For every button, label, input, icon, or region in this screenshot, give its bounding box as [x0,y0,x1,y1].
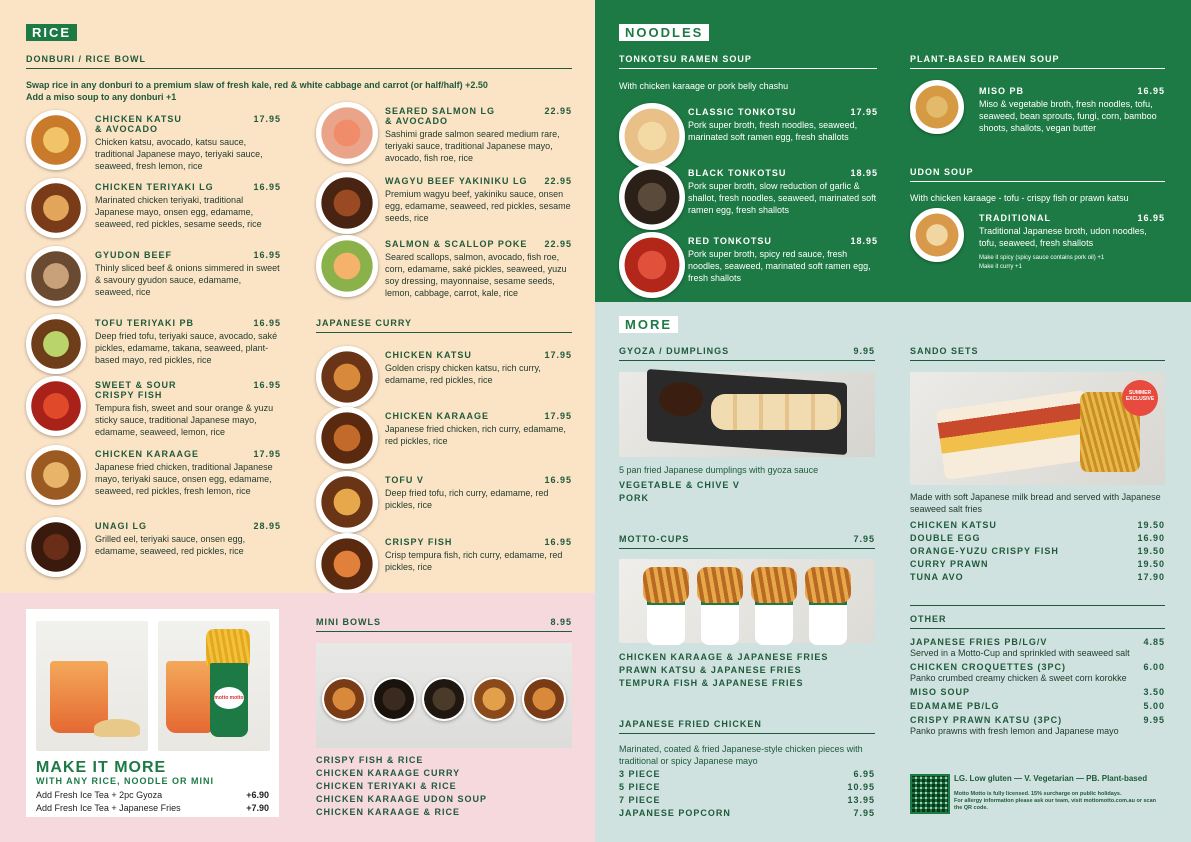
other-item-name: CHICKEN CROQUETTES (3PC) [910,662,1067,672]
rice-tag: RICE [26,24,77,41]
donburi-right-price: 22.95 [544,176,572,186]
sando-photo [910,372,1165,485]
udon-item [979,213,1165,249]
curry-name: CRISPY FISH [385,537,453,547]
donburi-right-name: SALMON & SCALLOP POKE [385,239,528,249]
tonkotsu-photo-2 [619,232,685,298]
tonkotsu-note: With chicken karaage or pork belly chashu [619,81,789,91]
curry-desc: Japanese fried chicken, rich curry, edamame, red pickles, rice [385,424,566,446]
donburi-item [95,250,281,298]
donburi-photo-4 [26,376,86,436]
other-item-price: 9.95 [1143,715,1165,725]
summer-exclusive-badge [1122,380,1158,416]
other-item-desc: Panko crumbed creamy chicken & sweet corn korokke [910,673,1127,683]
udon-desc: Traditional Japanese broth, udon noodles, tofu, seaweed, fresh shallots [979,226,1147,248]
gyoza-item: PORK [619,493,650,503]
curry-price: 17.95 [544,350,572,360]
donburi-right-item [385,239,572,299]
jfc-item-price: 10.95 [847,782,875,792]
sando-item-name: CHICKEN KATSU [910,520,997,530]
rice-panel [0,0,595,593]
curry-name: TOFU V [385,475,424,485]
tonkotsu-name: CLASSIC TONKOTSU [688,107,797,117]
curry-photo-3 [316,533,378,595]
noodles-panel [595,0,1191,302]
donburi-price: 17.95 [253,449,281,459]
sando-item-price: 17.90 [1137,572,1165,582]
gyoza-list [619,479,875,505]
donburi-price: 16.95 [253,380,281,390]
jfc-desc: Marinated, coated & fried Japanese-style chicken pieces with traditional or spicy Japanese mayo [619,744,863,766]
promo-line [36,789,269,802]
promo-subtitle: WITH ANY RICE, NOODLE OR MINI [36,776,215,786]
sando-list [910,519,1165,584]
sando-item-price: 19.50 [1137,520,1165,530]
other-item-desc: Panko prawns with fresh lemon and Japanese mayo [910,726,1119,736]
jfc-item-price: 13.95 [847,795,875,805]
sando-item-price: 16.90 [1137,533,1165,543]
promo-title: MAKE IT MORE [36,759,167,776]
curry-name: CHICKEN KATSU [385,350,472,360]
donburi-right-desc: Premium wagyu beef, yakiniku sauce, onsen egg, edamame, seaweed, red pickles, sesame seeds, rice [385,189,571,223]
sando-item-name: DOUBLE EGG [910,533,981,543]
badge-line2: EXCLUSIVE [1125,396,1155,402]
jfc-item-price: 6.95 [853,769,875,779]
cup-item: TEMPURA FISH & JAPANESE FRIES [619,678,804,688]
tonkotsu-name: BLACK TONKOTSU [688,168,787,178]
ice-tea-gyoza-photo [36,621,148,751]
donburi-photo-6 [26,517,86,577]
tonkotsu-price: 18.95 [850,168,878,178]
curry-desc: Golden crispy chicken katsu, rich curry, edamame, red pickles, rice [385,363,541,385]
donburi-name: UNAGI LG [95,521,147,531]
jfc-item-price: 7.95 [853,808,875,818]
cup-fries-0 [643,567,689,603]
miso-note: Add a miso soup to any donburi +1 [26,92,177,102]
cup-item: PRAWN KATSU & JAPANESE FRIES [619,665,802,675]
motto-cup-0 [647,599,685,645]
miso-ramen-photo [910,80,964,134]
promo-line-price: +6.90 [246,790,269,800]
miso-desc: Miso & vegetable broth, fresh noodles, tofu, seaweed, bean sprouts, fungi, corn, bamboo shoots, shallots, vegan butter [979,99,1157,133]
sando-item-name: CURRY PRAWN [910,559,989,569]
tonkotsu-name: RED TONKOTSU [688,236,772,246]
other-item [910,687,1165,698]
jfc-item [619,768,875,781]
cup-fries-2 [751,567,797,603]
mini-item: CHICKEN KARAAGE & RICE [316,807,461,817]
motto-cups-photo [619,559,875,643]
more-tag: MORE [619,316,678,333]
sando-item-price: 19.50 [1137,559,1165,569]
sando-item-name: TUNA AVO [910,572,964,582]
donburi-price: 16.95 [253,250,281,260]
curry-note: Make it curry +1 [979,264,1022,270]
donburi-photo-2 [26,246,86,306]
donburi-desc: Grilled eel, teriyaki sauce, onsen egg, edamame, seaweed, red pickles, rice [95,534,246,556]
promo-line-price: +7.90 [246,803,269,813]
gyoza-desc: 5 pan fried Japanese dumplings with gyoza sauce [619,465,819,475]
curry-item [385,350,572,386]
donburi-desc: Thinly sliced beef & onions simmered in sweet & savoury gyudon sauce, edamame, seaweed, rice [95,263,280,297]
jfc-item-name: 3 PIECE [619,769,661,779]
other-item-price: 3.50 [1143,687,1165,697]
miso-name: MISO PB [979,86,1025,96]
curry-photo-2 [316,471,378,533]
motto-cup-1 [701,599,739,645]
tonkotsu-desc: Pork super broth, slow reduction of garlic & shallot, fresh noodles, seaweed, marinated soft ramen egg, fresh shallots [688,181,877,215]
sando-item [910,545,1165,558]
motto-cup-2 [755,599,793,645]
donburi-desc: Japanese fried chicken, traditional Japanese mayo, teriyaki sauce, onsen egg, edamame, seaweed, red pickles, fresh lemon, rice [95,462,273,496]
miso-item [979,86,1165,134]
other-item-name: CRISPY PRAWN KATSU (3PC) [910,715,1063,725]
udon-note: With chicken karaage - tofu - crispy fish or prawn katsu [910,193,1129,203]
other-item-price: 6.00 [1143,662,1165,672]
motto-cup-3 [809,599,847,645]
donburi-right-item [385,106,572,164]
curry-price: 17.95 [544,411,572,421]
jfc-item-name: JAPANESE POPCORN [619,808,731,818]
donburi-name: SWEET & SOUR CRISPY FISH [95,380,177,400]
donburi-photo-3 [26,314,86,374]
donburi-item [95,182,281,230]
donburi-right-photo-0 [316,102,378,164]
donburi-item [95,114,281,172]
udon-photo [910,208,964,262]
other-header: OTHER [910,614,1165,629]
sando-item [910,571,1165,584]
jfc-item [619,794,875,807]
curry-name: CHICKEN KARAAGE [385,411,490,421]
donburi-name: TOFU TERIYAKI PB [95,318,195,328]
curry-item [385,411,572,447]
donburi-right-price: 22.95 [544,239,572,249]
gyoza-header: GYOZA / DUMPLINGS 9.95 [619,346,875,361]
badge-line1: SUMMER [1128,390,1152,396]
noodles-tag: NOODLES [619,24,709,41]
donburi-right-photo-1 [316,172,378,234]
swap-note: Swap rice in any donburi to a premium slaw of fresh kale, red & white cabbage and carrot (or half/half) +2.50 [26,80,488,90]
donburi-right-desc: Sashimi grade salmon seared medium rare, teriyaki sauce, traditional Japanese mayo, avocado, fish roe, rice [385,129,560,163]
ice-tea-fries-photo [158,621,270,751]
donburi-price: 28.95 [253,521,281,531]
donburi-right-desc: Seared scallops, salmon, avocado, fish roe, corn, edamame, saké pickles, seaweed, yuzu soy dressing, mayonnaise, sesame seeds, lemon, cabbage, carrot, kale, rice [385,252,567,298]
mini-item: CHICKEN KARAAGE UDON SOUP [316,794,488,804]
other-item-name: EDAMAME PB/LG [910,701,1000,711]
mini-item: CHICKEN KARAAGE CURRY [316,768,461,778]
promo-line-text: Add Fresh Ice Tea + 2pc Gyoza [36,790,163,800]
tonkotsu-header: TONKOTSU RAMEN SOUP [619,54,877,69]
tonkotsu-price: 17.95 [850,107,878,117]
legend: LG. Low gluten — V. Vegetarian — PB. Plant-based [954,774,1148,783]
curry-photo-1 [316,407,378,469]
sando-item [910,558,1165,571]
jfc-item [619,807,875,820]
curry-item [385,475,572,511]
mini-bowl-3 [472,677,516,721]
promo-line-text: Add Fresh Ice Tea + Japanese Fries [36,803,181,813]
sando-desc: Made with soft Japanese milk bread and served with Japanese seaweed salt fries [910,492,1161,514]
curry-photo-0 [316,346,378,408]
other-item-price: 5.00 [1143,701,1165,711]
cups-list [619,651,875,690]
curry-item [385,537,572,573]
curry-desc: Crisp tempura fish, rich curry, edamame, red pickles, rice [385,550,563,572]
footnote-1: Motto Motto is fully licensed. 15% surcharge on public holidays. [954,791,1122,797]
other-item [910,637,1165,659]
donburi-right-item [385,176,572,224]
donburi-right-name: WAGYU BEEF YAKINIKU LG [385,176,528,186]
curry-price: 16.95 [544,537,572,547]
mini-bowl-0 [322,677,366,721]
gyoza-item: VEGETABLE & CHIVE V [619,480,740,490]
jfc-list [619,768,875,820]
cup-item: CHICKEN KARAAGE & JAPANESE FRIES [619,652,829,662]
donburi-right-price: 22.95 [544,106,572,116]
donburi-desc: Marinated chicken teriyaki, traditional Japanese mayo, onsen egg, edamame, seaweed, red pickles, sesame seeds, rice [95,195,262,229]
donburi-right-name: SEARED SALMON LG & AVOCADO [385,106,496,126]
gyoza-photo [619,372,875,457]
other-item-name: JAPANESE FRIES PB/LG/V [910,637,1048,647]
other-item-name: MISO SOUP [910,687,971,697]
udon-price: 16.95 [1137,213,1165,223]
donburi-item [95,318,281,366]
cup-logo: motto motto [214,687,244,709]
donburi-name: CHICKEN KATSU & AVOCADO [95,114,182,134]
plant-header: PLANT-BASED RAMEN SOUP [910,54,1165,69]
other-item [910,701,1165,712]
tonkotsu-item [688,168,878,216]
donburi-photo-1 [26,178,86,238]
donburi-desc: Chicken katsu, avocado, katsu sauce, traditional Japanese mayo, teriyaki sauce, seaweed, fresh lemon, rice [95,137,263,171]
mini-header: MINI BOWLS 8.95 [316,617,572,632]
qr-code[interactable] [910,774,950,814]
donburi-name: GYUDON BEEF [95,250,173,260]
tonkotsu-photo-0 [619,103,685,169]
spicy-note: Make it spicy (spicy sauce contains pork oil) +1 [979,255,1105,261]
donburi-item [95,449,281,497]
donburi-desc: Tempura fish, sweet and sour orange & yuzu sticky sauce, traditional Japanese mayo, edamame, seaweed, lemon, rice [95,403,274,437]
sando-item-price: 19.50 [1137,546,1165,556]
promo-card [26,609,279,817]
miso-price: 16.95 [1137,86,1165,96]
mini-item: CHICKEN TERIYAKI & RICE [316,781,457,791]
other-item [910,715,1165,737]
sando-item [910,532,1165,545]
tonkotsu-desc: Pork super broth, fresh noodles, seaweed, marinated soft ramen egg, fresh shallots [688,120,858,142]
donburi-item [95,380,281,438]
sando-header: SANDO SETS [910,346,1165,361]
divider [910,605,1165,606]
donburi-photo-0 [26,110,86,170]
sando-item-name: ORANGE-YUZU CRISPY FISH [910,546,1059,556]
other-item-price: 4.85 [1143,637,1165,647]
udon-name: TRADITIONAL [979,213,1051,223]
donburi-name: CHICKEN TERIYAKI LG [95,182,214,192]
curry-desc: Deep fried tofu, rich curry, edamame, red pickles, rice [385,488,549,510]
other-item [910,662,1165,684]
donburi-price: 16.95 [253,318,281,328]
udon-header: UDON SOUP [910,167,1165,182]
mini-bowl-1 [372,677,416,721]
curry-price: 16.95 [544,475,572,485]
tonkotsu-price: 18.95 [850,236,878,246]
jfc-header: JAPANESE FRIED CHICKEN [619,719,875,734]
footnote-2: For allergy information please ask our team, visit mottomotto.com.au or scan the QR code. [954,798,1157,811]
promo-panel [0,593,595,842]
cup-fries-3 [805,567,851,603]
mini-item: CRISPY FISH & RICE [316,755,424,765]
more-panel [595,302,1191,842]
donburi-photo-5 [26,445,86,505]
donburi-desc: Deep fried tofu, teriyaki sauce, avocado, saké pickles, edamame, takana, seaweed, plant-based mayo, red pickles, rice [95,331,278,365]
jfc-item-name: 5 PIECE [619,782,661,792]
tonkotsu-item [688,107,878,143]
promo-lines [36,789,269,815]
tonkotsu-item [688,236,878,284]
other-list [910,637,1165,740]
mini-bowl-4 [522,677,566,721]
cups-header: MOTTO-CUPS 7.95 [619,534,875,549]
donburi-right-photo-2 [316,235,378,297]
tonkotsu-desc: Pork super broth, spicy red sauce, fresh noodles, seaweed, marinated soft ramen egg, fresh shallots [688,249,871,283]
promo-line [36,802,269,815]
other-item-desc: Served in a Motto-Cup and sprinkled with seaweed salt [910,648,1130,658]
donburi-name: CHICKEN KARAAGE [95,449,200,459]
donburi-price: 16.95 [253,182,281,192]
curry-header: JAPANESE CURRY [316,318,572,333]
cup-fries-1 [697,567,743,603]
donburi-header: DONBURI / RICE BOWL [26,54,572,69]
mini-bowls-photo [316,643,572,748]
jfc-item-name: 7 PIECE [619,795,661,805]
donburi-price: 17.95 [253,114,281,124]
donburi-item [95,521,281,557]
jfc-item [619,781,875,794]
sando-item [910,519,1165,532]
mini-bowl-2 [422,677,466,721]
mini-list [316,754,572,819]
tonkotsu-photo-1 [619,164,685,230]
